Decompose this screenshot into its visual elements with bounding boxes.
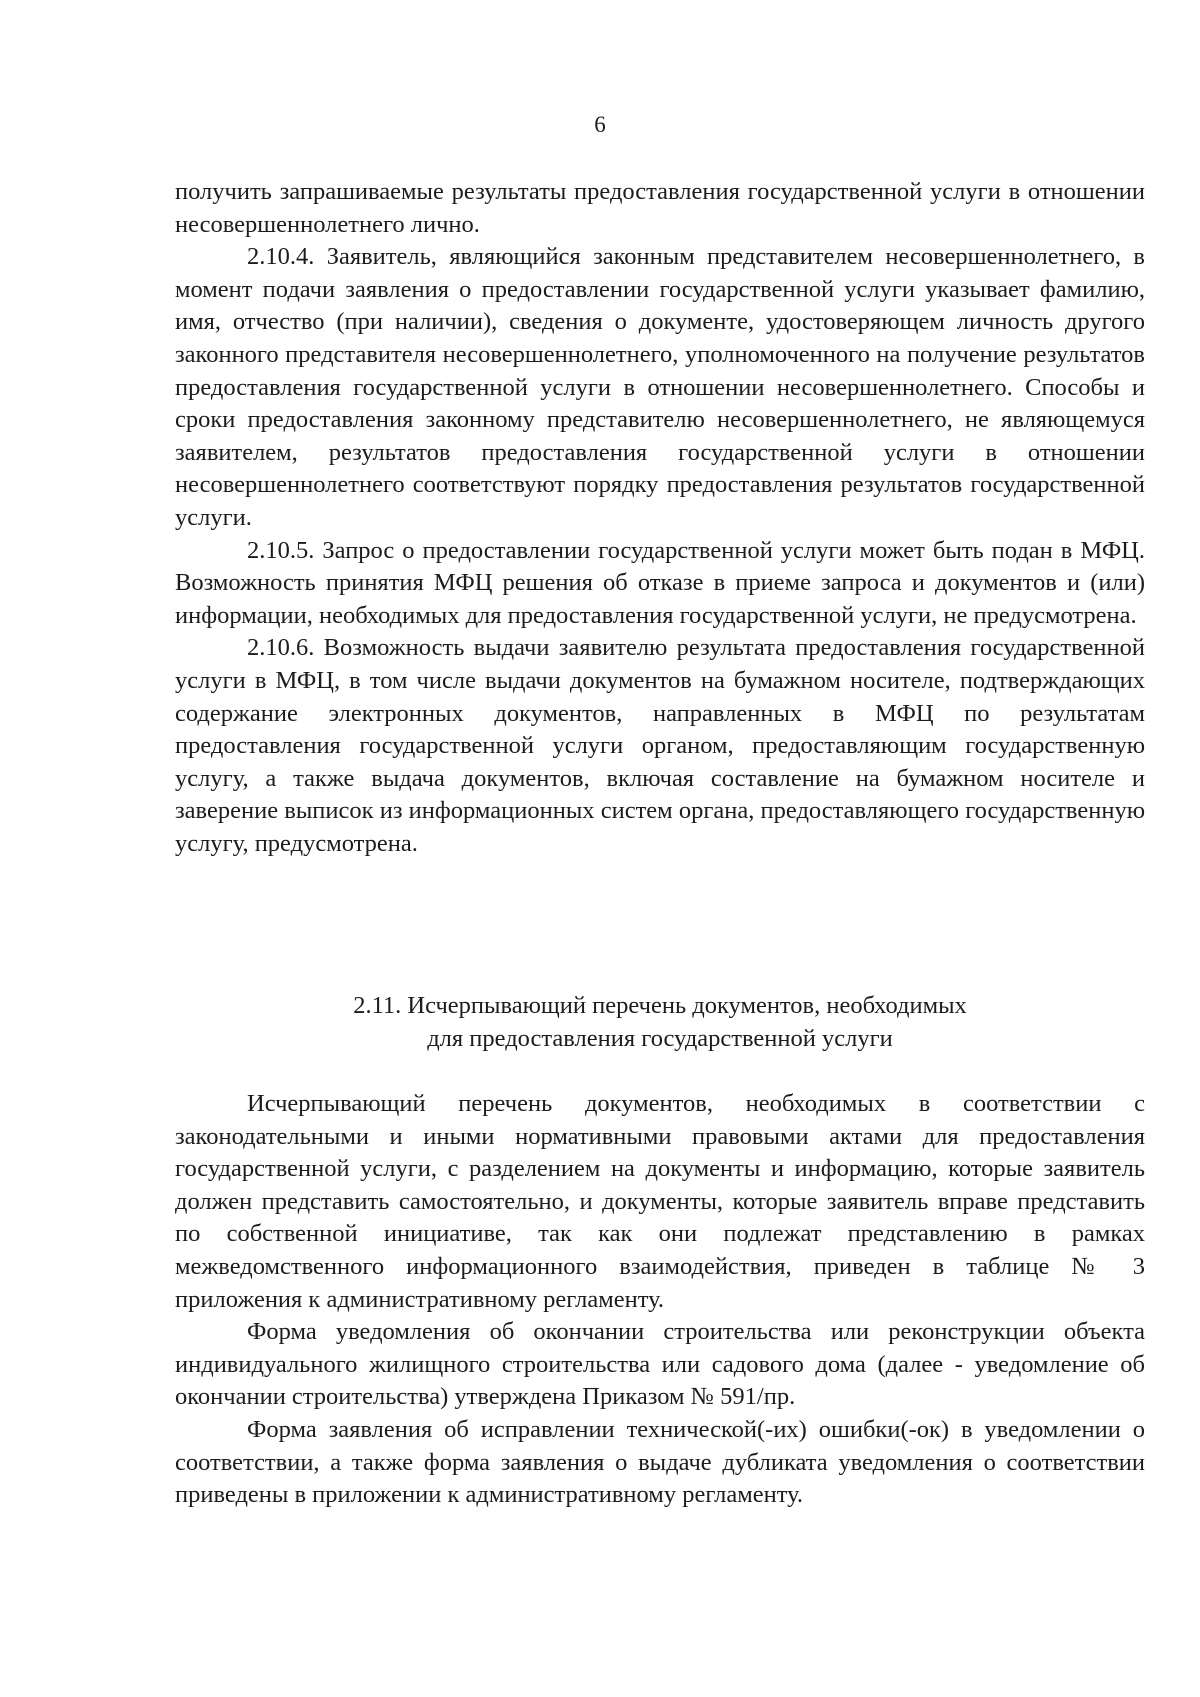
paragraph-correction-form: Форма заявления об исправлении технической(-их) ошибки(-ок) в уведомлении о соответствии, а также форма заявления о выдаче дубликата уведомления о соответствии приведены в приложении к административному регламенту. [175, 1415, 1145, 1509]
paragraph-continuation: получить запрашиваемые результаты предоставления государственной услуги в отношении несовершеннолетнего лично. [175, 178, 1145, 238]
paragraph-2-10-4: 2.10.4. Заявитель, являющийся законным представителем несовершеннолетнего, в момент подачи заявления о предоставлении государственной услуги указывает фамилию, имя, отчество (при наличии), сведения о документе, удостоверяющем личность другого законного представителя несовершеннолетнего, уполномоченного на получение результатов предоставления государственной услуги в отношении несовершеннолетнего. Способы и сроки предоставления законному представителю несовершеннолетнего, не являющемуся заявителем, результатов предоставления государственной услуги в отношении несовершеннолетнего соответствуют порядку предоставления результатов государственной услуги. [175, 243, 1145, 531]
body-text-bottom [175, 1088, 1145, 1512]
paragraph-2-10-6: 2.10.6. Возможность выдачи заявителю результата предоставления государственной услуги в МФЦ, в том числе выдачи документов на бумажном носителе, подтверждающих содержание электронных документов, направленных в МФЦ по результатам предоставления государственной услуги органом, предоставляющим государственную услугу, а также выдача документов, включая составление на бумажном носителе и заверение выписок из информационных систем органа, предоставляющего государственную услугу, предусмотрена. [175, 634, 1145, 857]
section-heading-line-1: 2.11. Исчерпывающий перечень документов, необходимых [353, 992, 967, 1019]
body-text-top [175, 176, 1145, 860]
page-number: 6 [594, 112, 606, 137]
paragraph-document-list: Исчерпывающий перечень документов, необходимых в соответствии с законодательными и иными нормативными правовыми актами для предоставления государственной услуги, с разделением на документы и информацию, которые заявитель должен представить самостоятельно, и документы, которые заявитель вправе представить по собственной инициативе, так как они подлежат представлению в рамках межведомственного информационного взаимодействия, приведен в таблице № 3 приложения к административному регламенту. [175, 1090, 1145, 1313]
section-heading-line-2: для предоставления государственной услуги [427, 1024, 893, 1052]
paragraph-notification-form: Форма уведомления об окончании строительства или реконструкции объекта индивидуального жилищного строительства или садового дома (далее - уведомление об окончании строительства) утверждена Приказом № 591/пр. [175, 1318, 1145, 1411]
section-heading-2-11 [175, 990, 1145, 1055]
paragraph-2-10-5: 2.10.5. Запрос о предоставлении государственной услуги может быть подан в МФЦ. Возможность принятия МФЦ решения об отказе в приеме запроса и документов и (или) информации, необходимых для предоставления государственной услуги, не предусмотрена. [175, 536, 1145, 629]
